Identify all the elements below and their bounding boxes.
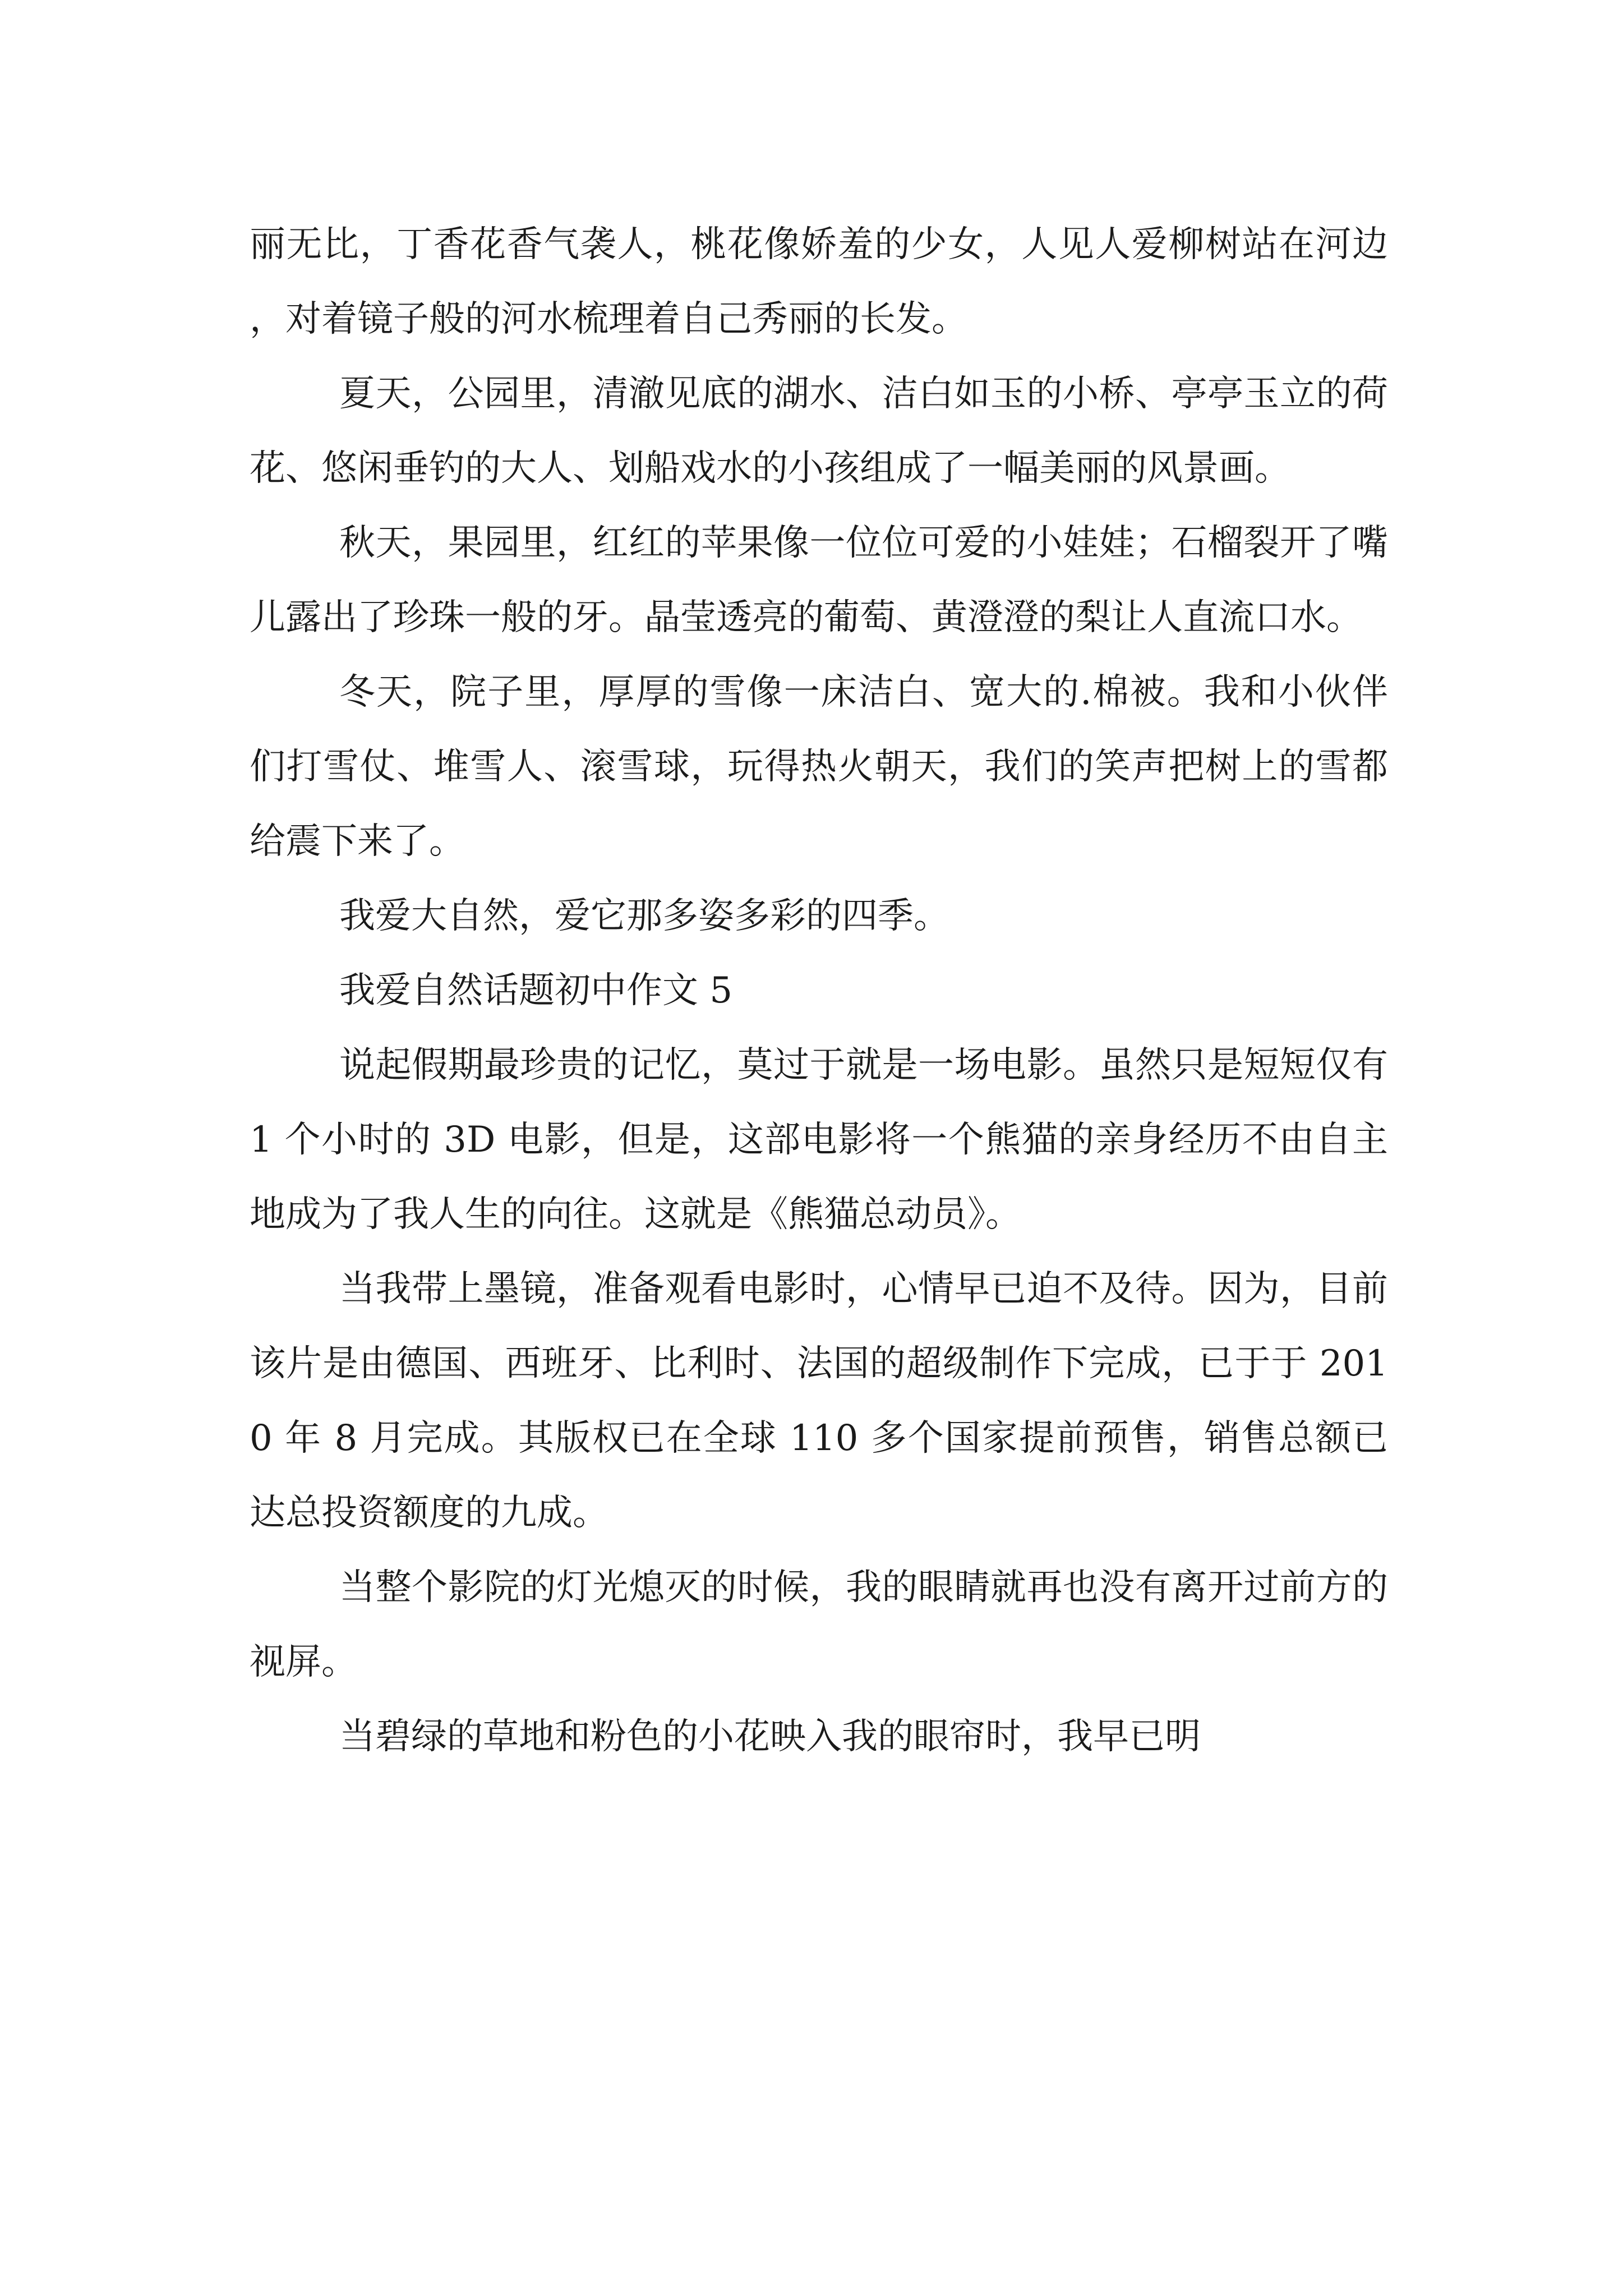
paragraph: 秋天，果园里，红红的苹果像一位位可爱的小娃娃；石榴裂开了嘴儿露出了珍珠一般的牙。晶莹透亮的葡萄、黄澄澄的梨让人直流口水。 bbox=[250, 522, 1388, 638]
paragraph: 夏天，公园里，清澈见底的湖水、洁白如玉的小桥、亭亭玉立的荷花、悠闲垂钓的大人、划船戏水的小孩组成了一幅美丽的风景画。 bbox=[250, 373, 1388, 489]
paragraph: 冬天，院子里，厚厚的雪像一床洁白、宽大的.棉被。我和小伙伴们打雪仗、堆雪人、滚雪球，玩得热火朝天，我们的笑声把树上的雪都给震下来了。 bbox=[250, 671, 1388, 862]
paragraph: 说起假期最珍贵的记忆，莫过于就是一场电影。虽然只是短短仅有 1 个小时的 3D 电影，但是，这部电影将一个熊猫的亲身经历不由自主地成为了我人生的向往。这就是《熊猫总动员》。 bbox=[250, 1045, 1388, 1235]
paragraph: 当整个影院的灯光熄灭的时候，我的眼睛就再也没有离开过前方的视屏。 bbox=[250, 1567, 1388, 1683]
paragraph: 当碧绿的草地和粉色的小花映入我的眼帘时，我早已明 bbox=[339, 1716, 1201, 1757]
paragraph: 当我带上墨镜，准备观看电影时，心情早已迫不及待。因为，目前该片是由德国、西班牙、比利时、法国的超级制作下完成，已于于 2010 年 8 月完成。其版权已在全球 110 多个国家提前预售，销售总额已达总投资额度的九成。 bbox=[250, 1268, 1388, 1534]
paragraph: 丽无比，丁香花香气袭人，桃花像娇羞的少女，人见人爱柳树站在河边，对着镜子般的河水梳理着自己秀丽的长发。 bbox=[250, 224, 1388, 340]
document-body bbox=[250, 208, 1388, 1774]
paragraph: 我爱大自然，爱它那多姿多彩的四季。 bbox=[339, 895, 949, 937]
section-heading: 我爱自然话题初中作文 5 bbox=[339, 970, 733, 1011]
